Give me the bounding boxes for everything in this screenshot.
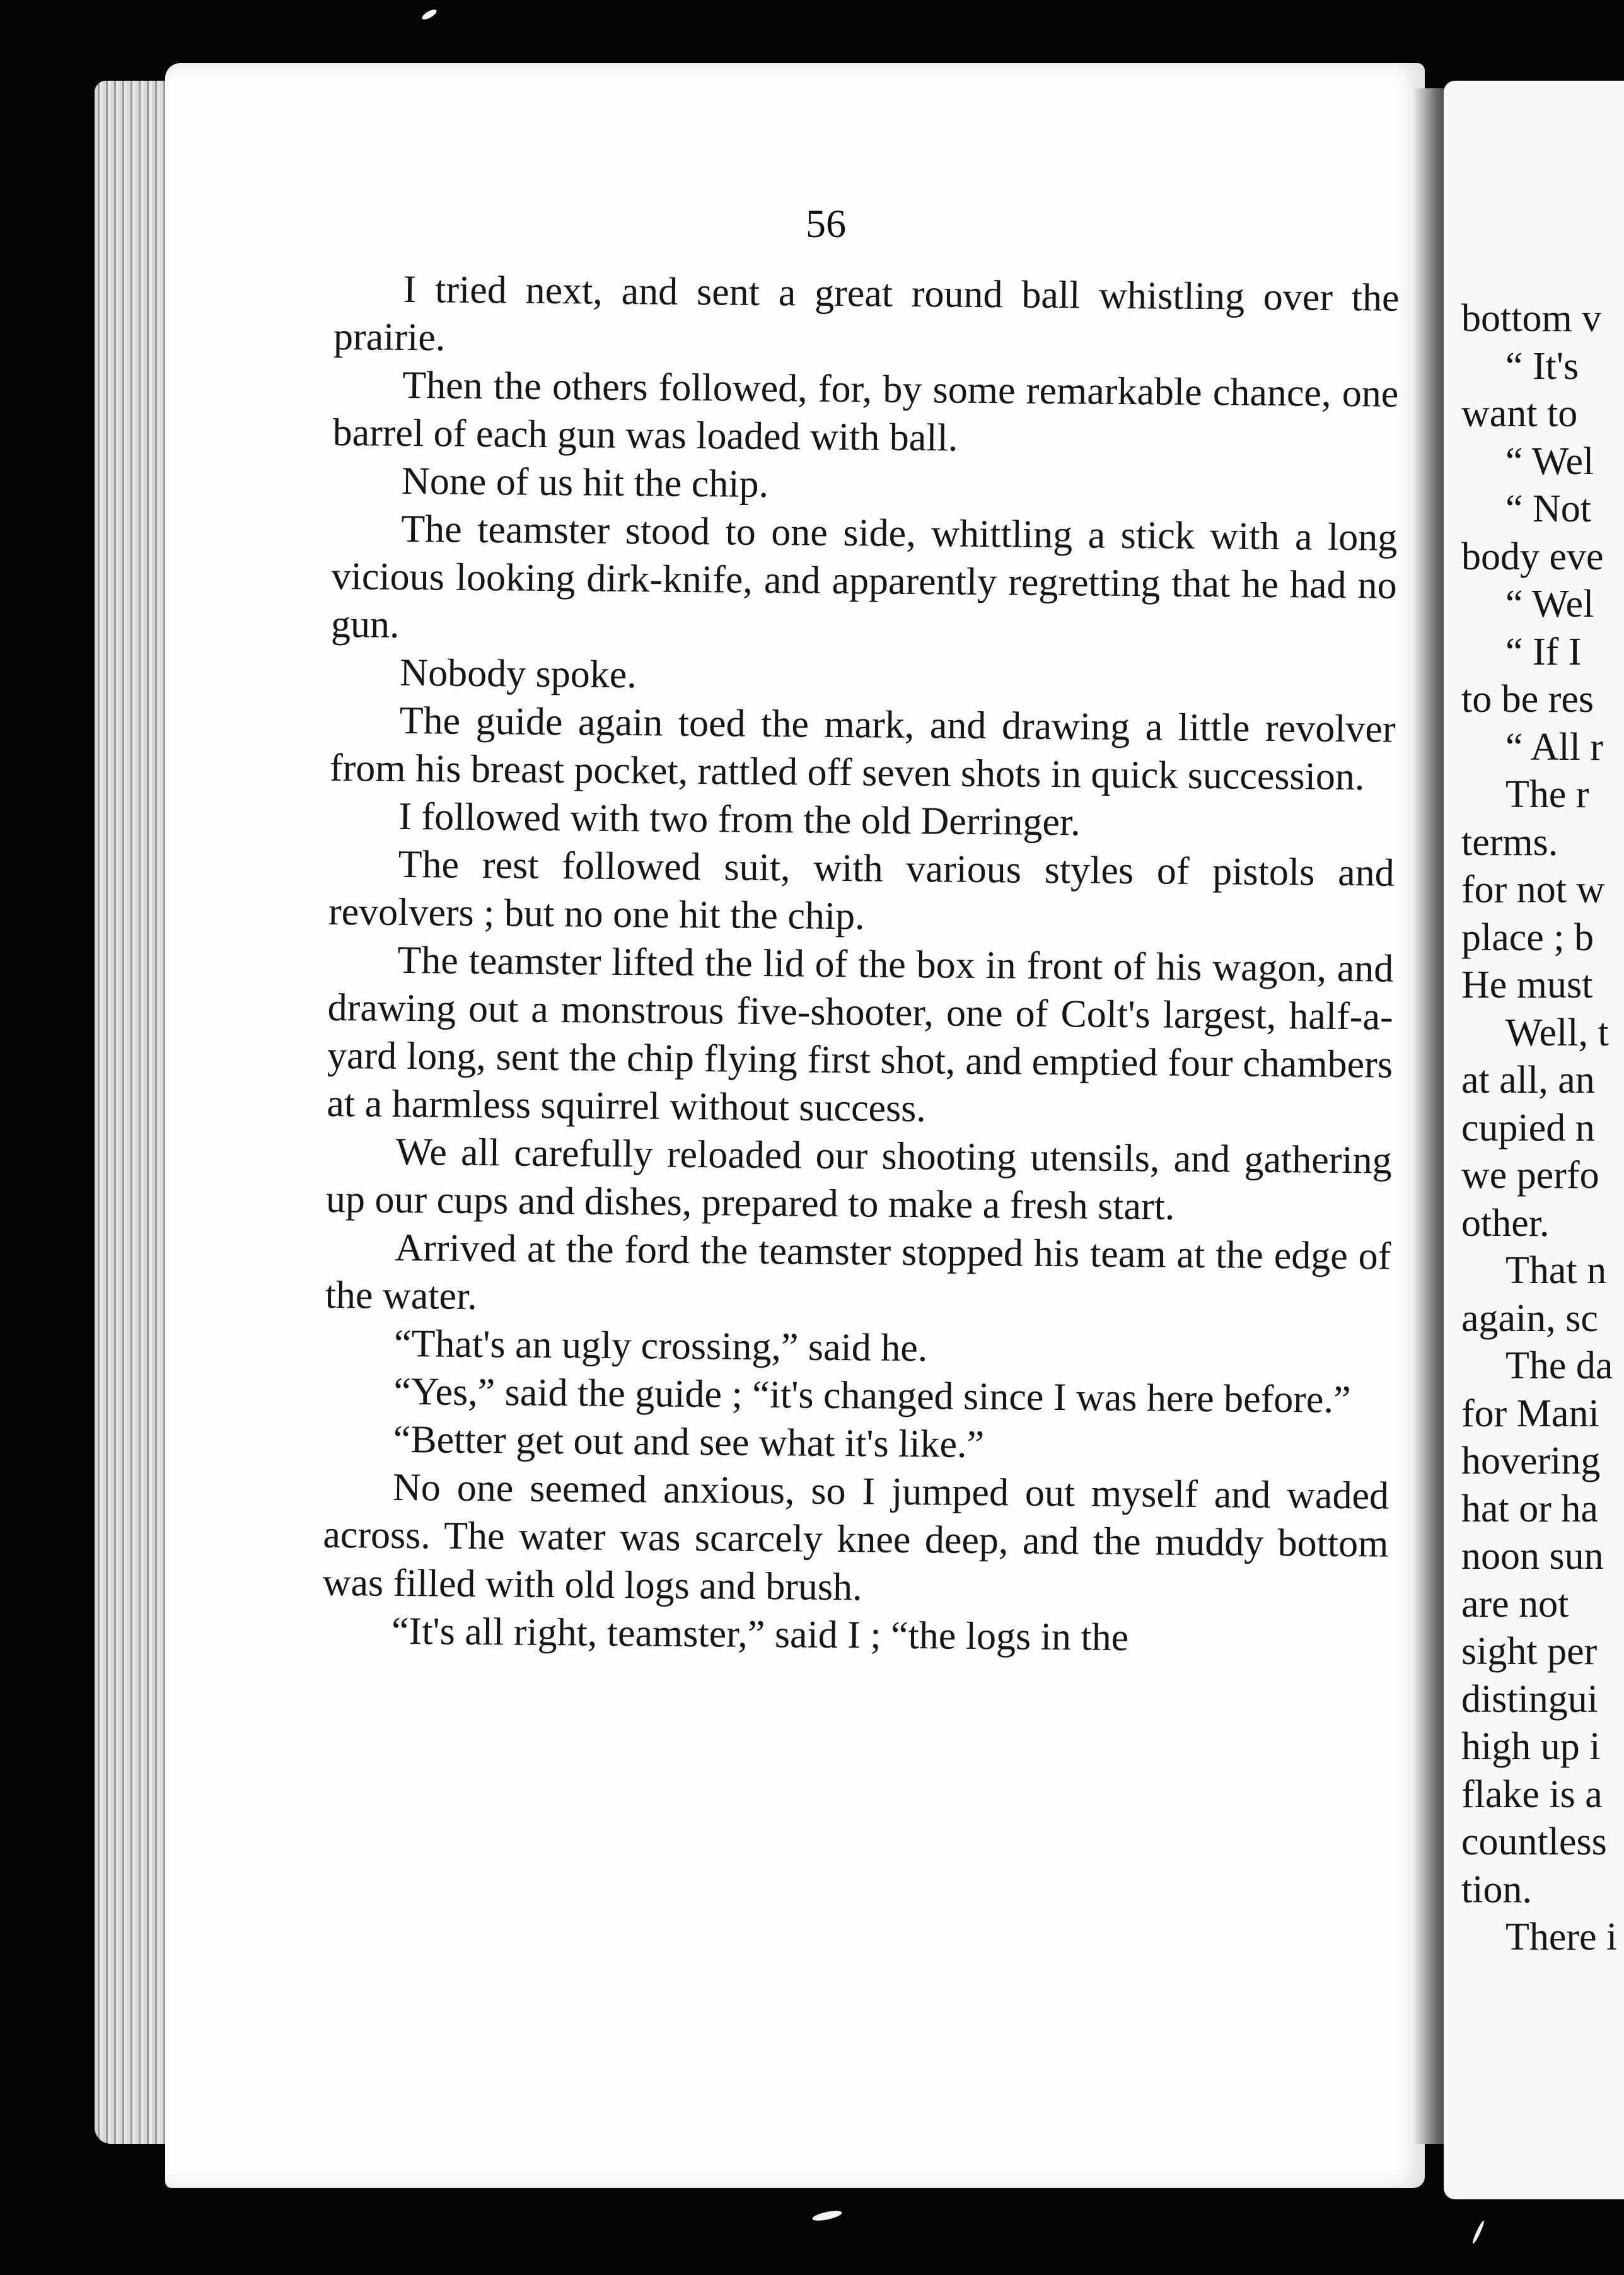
paragraph: We all carefully reloaded our shooting utensils, and gathering up our cups and dishes, prepared to make a fresh start. [325,1130,1392,1228]
facing-page-line: cupied n [1461,1106,1595,1149]
facing-page-line: hovering [1461,1440,1601,1482]
facing-page-line: hat or ha [1461,1487,1598,1530]
facing-page-line: “ It's [1505,344,1579,388]
scan-speck [420,8,438,21]
paragraph: “That's an ugly crossing,” said he. [393,1322,928,1370]
facing-page-line: want to [1461,392,1578,435]
facing-page-line: other. [1461,1201,1550,1245]
paragraph: Arrived at the ford the teamster stopped his team at the edge of the water. [325,1226,1391,1318]
facing-page-line: to be res [1461,678,1594,721]
facing-page-line: bottom v [1461,297,1602,340]
facing-page-line: distingui [1461,1677,1599,1721]
paragraph: I tried next, and sent a great round ball whistling over the prairie. [333,267,1400,359]
facing-page-line: “ Wel [1505,583,1594,625]
facing-page-line: for Mani [1461,1392,1599,1435]
paragraph: None of us hit the chip. [401,459,769,506]
facing-page-line: at all, an [1461,1059,1595,1102]
paragraph: The teamster lifted the lid of the box in front of his wagon, and drawing out a monstrous five-shooter, one of Colt's largest, half-a-yard long, sent the chip flying first shot, and emptied four chambers at a harmless squirrel without success. [327,938,1394,1131]
facing-page-line: “ All r [1505,725,1603,769]
facing-page [1444,81,1624,2199]
facing-page-line: Well, t [1505,1011,1609,1054]
paragraph: “Better get out and see what it's like.” [393,1417,985,1467]
paragraph: Nobody spoke. [400,651,637,697]
paragraph: The teamster stood to one side, whittling a stick with a long vicious looking dirk-knife, and apparently regretting that he had no gun. [330,507,1398,646]
scan-speck [1471,2220,1485,2245]
facing-page-text [1461,295,1624,1962]
facing-page-line: There i [1505,1916,1618,1958]
facing-page-line: for not w [1461,868,1605,911]
facing-page-line: sight per [1461,1630,1598,1673]
paragraph: Then the others followed, for, by some remarkable chance, one barrel of each gun was loaded with ball. [332,363,1399,460]
facing-page-line: tion. [1461,1868,1532,1911]
scan-speck [811,2209,842,2223]
facing-page-line: flake is a [1461,1772,1603,1816]
facing-page-line: “ If I [1505,630,1582,673]
paragraph: No one seemed anxious, so I jumped out myself and waded across. The water was scarcely knee deep, and the muddy bottom was filled with old logs and brush. [322,1465,1389,1609]
facing-page-line: The da [1505,1344,1613,1387]
facing-page-line: are not [1461,1582,1569,1626]
facing-page-line: noon sun [1461,1535,1604,1578]
facing-page-line: He must [1461,963,1593,1006]
facing-page-line: terms. [1461,820,1558,864]
paragraph: I followed with two from the old Derringer. [398,794,1081,844]
paragraph: “It's all right, teamster,” said I ; “the logs in the [391,1609,1129,1660]
facing-page-line: “ Not [1505,487,1592,530]
paragraph: “Yes,” said the guide ; “it's changed since I was here before.” [393,1370,1351,1422]
paragraph: The guide again toed the mark, and drawing a little revolver from his breast pocket, rattled off seven shots in quick succession. [329,699,1396,799]
facing-page-line: body eve [1461,535,1604,578]
page-body [322,265,1400,1664]
facing-page-line: we perfo [1461,1154,1599,1197]
facing-page-line: countless [1461,1820,1607,1863]
paragraph: The rest followed suit, with various styles of pistols and revolvers ; but no one hit the chip. [328,842,1395,938]
facing-page-line: That n [1505,1249,1607,1292]
facing-page-line: place ; b [1461,916,1594,959]
facing-page-line: high up i [1461,1725,1601,1768]
facing-page-line: again, sc [1461,1296,1598,1340]
page-number: 56 [806,201,846,246]
facing-page-line: “ Wel [1505,439,1594,483]
facing-page-line: The r [1505,773,1589,816]
